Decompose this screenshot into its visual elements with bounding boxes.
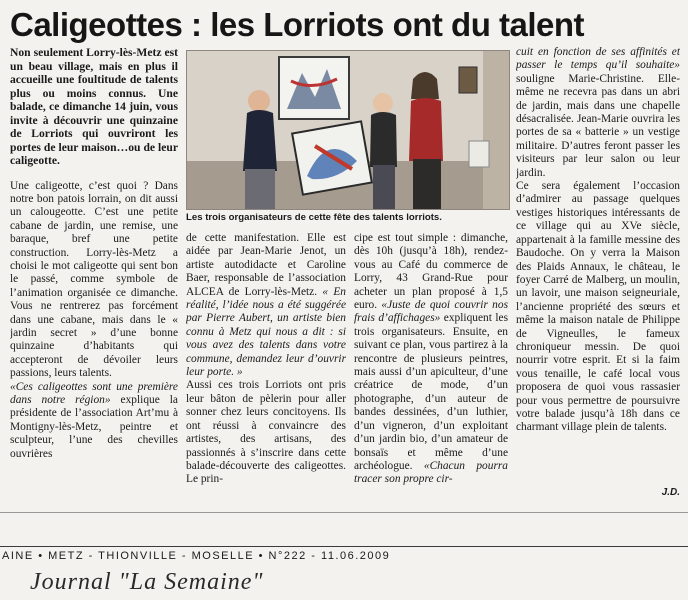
quote: «Chacun pourra tracer son propre cir- <box>354 459 508 486</box>
photo-illustration <box>187 51 509 209</box>
edition-footer: AINE • METZ - THIONVILLE - MOSELLE • N°222 - 11.06.2009 <box>0 546 688 565</box>
body-paragraph: Une caligeotte, c’est quoi ? Dans notre bon patois lorrain, on dit aussi un calougeotte. C’est une petite cabane de jardin, une remise, une baraque, bref une petite construction. Lorry-lès-Metz a choisi le mot caligeotte qui sent bon le passé, comme symbole de l’animation organisée ce dimanche. Vous ne rentrerez pas forcément dans une cabane, mais dans le « jardin secret » d’une bonne quinzaine d’habitants qui accepteront de dévoiler leurs passions, leurs talents. <box>10 179 178 380</box>
body-text: explique la présidente de l’association Art’mu à Montigny-lès-Metz, peintre et sculpteur, l’une des chevilles ouvrières <box>10 394 178 460</box>
column-1 <box>10 46 178 534</box>
column-3 <box>354 232 508 504</box>
column-2 <box>186 232 346 504</box>
body-text: cipe est tout simple : dimanche, dès 10h (jusqu’à 18h), rendez-vous au Café du commerce de Lorry, 43 Grand-Rue pour acheter un plan proposé à 1,5 euro. <box>354 232 508 312</box>
article-photo <box>186 50 510 210</box>
spacer <box>10 168 178 180</box>
quote: «Ces caligeottes sont une première dans notre région» <box>10 380 178 406</box>
bottom-divider <box>0 512 688 513</box>
column-4 <box>516 46 680 486</box>
body-paragraph: Ce sera également l’occasion d’admirer au passage quelques vestiges historiques intéressants de ce village qui au XVe siècle, appartenait à la famille messine des Baudoche. On y verra la Maison des Plaids Annaux, le château, le foyer Carré de Malberg, un moulin, un lavoir, une maison seigneuriale, l’ancienne propriété des sœurs et même la maison natale de Philippe de Vigneulles, le fameux chroniqueur messin. De quoi nourrir votre esprit. Et si la faim vous tenaille, le café local vous proposera de quoi vous rassasier pour vous permettre de poursuivre votre balade jusqu’à 18h dans ce charmant village plein de talents. <box>516 180 680 434</box>
lead-paragraph: Non seulement Lorry-lès-Metz est un beau village, mais en plus il accueille une foultitude de talents plus ou moins connus. Une balade, ce dimanche 14 juin, vous invite à découvrir une quinzaine de Lorriots qui ouvriront les portes de leur maison…ou de leur caligeotte. <box>10 46 178 167</box>
article-headline: Caligeottes : les Lorriots ont du talent <box>10 6 585 43</box>
quote: «Juste de quoi couvrir nos frais d’affichages» <box>354 299 508 325</box>
quote: cuit en fonction de ses affinités et passer le temps qu’il souhaite» <box>516 46 680 72</box>
body-text: expliquent les trois organisateurs. Ensuite, en suivant ce plan, vous partirez à la rencontre de plusieurs peintres, mais aussi d’un apiculteur, d’une créatrice de mode, d’un photographe, d’un auteur de bandes dessinées, d’un luthier, d’un vigneron, d’un exploitant d’un jardin bio, d’un amateur de bonsaïs et même d’une archéologue. <box>354 312 508 472</box>
quote: « En réalité, l’idée nous a été suggérée par Pierre Aubert, un artiste bien connu à Metz qui nous a dit : si vous avez des talents dans votre commune, demandez leur d’ouvrir leur porte. » <box>186 285 346 379</box>
author-signature: J.D. <box>661 487 680 498</box>
body-text: de cette manifestation. Elle est aidée par Jean-Marie Jenot, un artiste autodidacte et Caroline Baer, responsable de l’association ALCEA de Lorry-lès-Metz. <box>186 232 346 298</box>
photo-caption: Les trois organisateurs de cette fête des talents lorriots. <box>186 212 442 223</box>
handwritten-source-note: Journal "La Semaine" <box>30 569 264 595</box>
body-paragraph: Aussi ces trois Lorriots ont pris leur bâton de pèlerin pour aller sonner chez leurs concitoyens. Ils ont réussi à convaincre des artistes, des artisans, des passionnés à s’inscrire dans cette balade-découverte des caligeottes. Le prin- <box>186 379 346 486</box>
body-text: souligne Marie-Christine. Elle-même ne recevra pas dans un abri de jardin, mais dans une chapelle désacralisée. Jean-Marie ouvrira les portes de sa « batterie » un vestige militaire. D’autres feront passer les visiteurs par leur salon ou leur jardin. <box>516 72 680 179</box>
